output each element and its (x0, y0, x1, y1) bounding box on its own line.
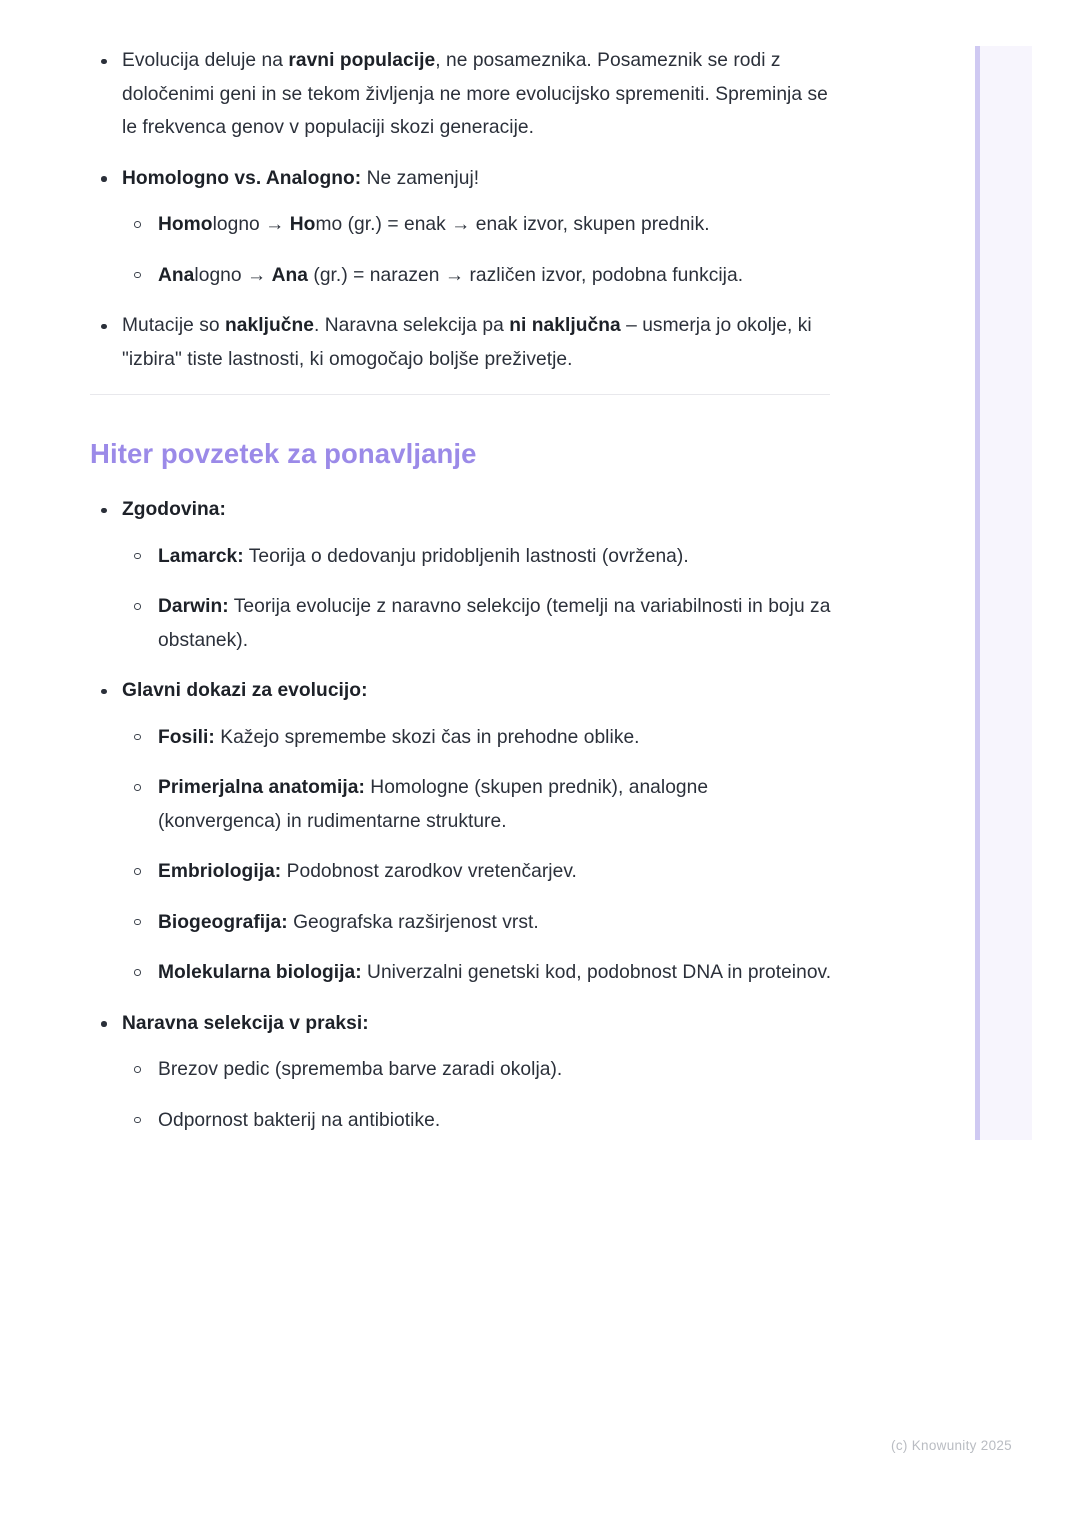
sub-list-item (122, 771, 835, 838)
sub-list-item-label (158, 962, 831, 983)
sub-list-item-label (158, 727, 640, 748)
bold-text-run: Fosili: (158, 726, 215, 748)
sub-list-item (122, 540, 835, 574)
text-run: Odpornost bakterij na antibiotike. (158, 1109, 441, 1131)
text-run: Mutacije so (122, 315, 225, 336)
list-item (90, 674, 835, 990)
summary-section-list (90, 493, 835, 1137)
bold-text-run: Lamarck: (158, 545, 244, 567)
text-run: logno → (194, 264, 272, 286)
sub-list-item (122, 855, 835, 889)
page-title: Hiter povzetek za ponavljanje (90, 438, 477, 469)
list-item (90, 162, 835, 293)
document-content (90, 44, 835, 1154)
bold-text-run: Homologno vs. Analogno: (122, 167, 362, 189)
sub-list-item-label (158, 912, 539, 933)
text-run: Teorija o dedovanju pridobljenih lastnosti (ovržena). (243, 545, 689, 567)
sub-list-item-label (158, 1059, 562, 1080)
text-run: Univerzalni genetski kod, podobnost DNA in proteinov. (361, 962, 832, 983)
bold-text-run: Molekularna biologija: (158, 962, 362, 983)
text-run: Homologne (skupen prednik), analogne (konvergenca) in rudimentarne strukture. (158, 777, 709, 832)
sub-list-item (122, 721, 835, 755)
text-run: Geografska razširjenost vrst. (287, 911, 539, 933)
sub-list (122, 721, 835, 990)
top-section-list (90, 44, 835, 376)
list-item (90, 1007, 835, 1138)
text-run: Podobnost zarodkov vretenčarjev. (281, 861, 577, 882)
sub-list (122, 208, 835, 292)
bold-text-run: Biogeografija: (158, 911, 288, 933)
sub-list-item-label (158, 265, 743, 286)
bold-text-run: Ana (271, 264, 309, 286)
list-item-label (122, 674, 835, 708)
text-run: . Naravna selekcija pa (313, 315, 510, 336)
sub-list-item-label (158, 214, 710, 235)
copyright-watermark: (c) Knowunity 2025 (891, 1438, 1012, 1453)
list-item-label (122, 44, 835, 145)
bold-text-run: Primerjalna anatomija: (158, 777, 365, 798)
text-run: mo (gr.) = enak → enak izvor, skupen prednik. (315, 214, 710, 235)
list-item-label (122, 309, 835, 376)
text-run: (gr.) = narazen → različen izvor, podobna funkcija. (308, 264, 744, 286)
sub-list-item (122, 208, 835, 242)
bold-text-run: Glavni dokazi za evolucijo: (122, 680, 368, 701)
sub-list-item-label (158, 546, 689, 567)
bold-text-run: Zgodovina: (122, 499, 226, 520)
right-side-panel (975, 46, 1032, 1140)
bold-text-run: Embriologija: (158, 861, 282, 882)
bold-text-run: Ana (158, 264, 195, 286)
text-run: Evolucija deluje na (122, 50, 289, 71)
bold-text-run: naključne (224, 315, 314, 336)
text-run: Teorija evolucije z naravno selekcijo (temelji na variabilnosti in boju za obstanek). (158, 596, 831, 651)
sub-list-item (122, 1053, 835, 1087)
list-item (90, 309, 835, 376)
sub-list-item-label (158, 1110, 440, 1131)
sub-list (122, 1053, 835, 1137)
sub-list-item-label (158, 861, 577, 882)
sub-list (122, 540, 835, 658)
list-item (90, 493, 835, 657)
section-divider (90, 394, 830, 395)
sub-list-item-label (158, 596, 830, 651)
bold-text-run: Ho (289, 214, 316, 235)
list-item-label (122, 493, 835, 527)
sub-list-item (122, 906, 835, 940)
text-run: Ne zamenjuj! (361, 167, 480, 189)
list-item-label (122, 162, 835, 196)
sub-list-item (122, 590, 835, 657)
bold-text-run: Naravna selekcija v praksi: (122, 1012, 369, 1034)
bold-text-run: Darwin: (158, 596, 229, 617)
sub-list-item (122, 259, 835, 293)
text-run: logno → (212, 214, 290, 235)
list-item-label (122, 1007, 835, 1041)
text-run: Brezov pedic (sprememba barve zaradi okolja). (158, 1059, 563, 1080)
text-run: Kažejo spremembe skozi čas in prehodne oblike. (214, 726, 640, 748)
sub-list-item (122, 1104, 835, 1138)
sub-list-item-label (158, 777, 708, 832)
text-run: , ne posameznika. Posameznik se rodi z določenimi geni in se tekom življenja ne more evolucijsko spremeniti. Spreminja se le frekvenca genov v populaciji skozi generacije. (122, 50, 828, 138)
sub-list-item (122, 956, 835, 990)
text-run: – usmerja jo okolje, ki "izbira" tiste lastnosti, ki omogočajo boljše preživetje. (122, 315, 812, 370)
bold-text-run: ni naključna (509, 315, 621, 336)
bold-text-run: ravni populacije (288, 50, 436, 71)
list-item (90, 44, 835, 145)
bold-text-run: Homo (158, 214, 213, 235)
